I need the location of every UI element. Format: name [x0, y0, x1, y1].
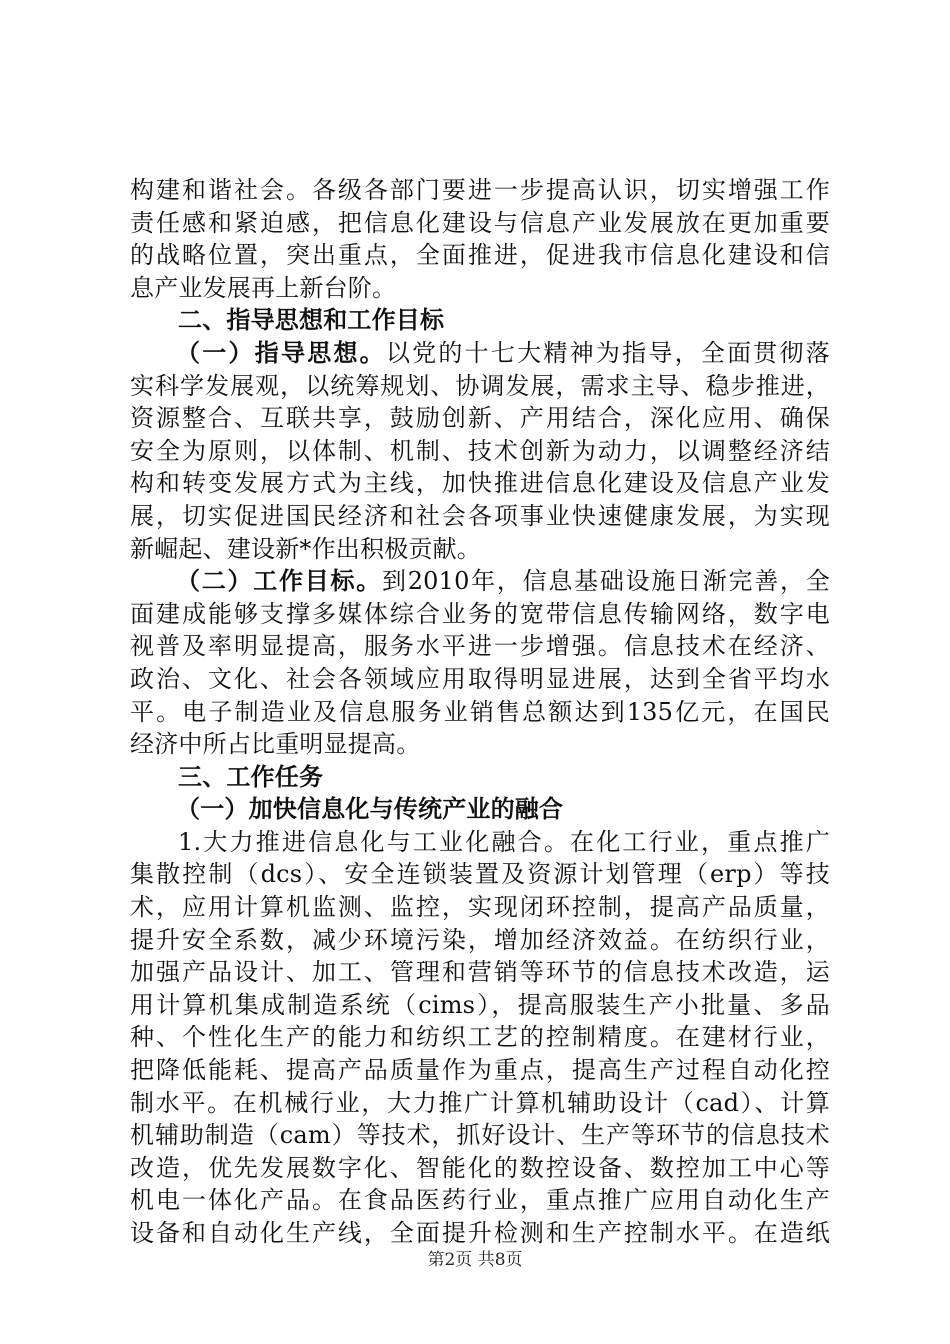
line-text: 经济中所占比重明显提高。: [130, 730, 421, 759]
body-text-line: [130, 467, 830, 500]
line-text: 设备和自动化生产线，全面提升检测和生产控制水平。在造纸: [130, 1219, 830, 1247]
line-text: 息产业发展再上新台阶。: [130, 273, 397, 302]
body-text-line: [130, 533, 830, 566]
body-text-line: [130, 1054, 830, 1087]
line-text: 构和转变发展方式为主线，加快推进信息化建设及信息产业发: [130, 469, 830, 498]
line-text: 展，切实促进国民经济和社会各项事业快速健康发展，为实现: [130, 501, 830, 530]
body-text-line: [130, 500, 830, 533]
body-text-line: [130, 1087, 830, 1120]
body-text-line: [130, 663, 830, 696]
body-text-line: [130, 239, 830, 272]
line-text: 集散控制（dcs）、安全连锁装置及资源计划管理（erp）等技: [130, 860, 830, 889]
body-text-line: [130, 630, 830, 663]
heading-text: 三、工作任务: [178, 762, 324, 791]
body-text-line: [130, 924, 830, 957]
line-text: 视普及率明显提高，服务水平进一步增强。信息技术在经济、: [130, 632, 830, 661]
line-text: 提升安全系数，减少环境污染，增加经济效益。在纺织行业，: [130, 925, 830, 954]
line-text: 面建成能够支撑多媒体综合业务的宽带信息传输网络，数字电: [130, 599, 830, 628]
line-text: 机电一体化产品。在食品医药行业，重点推广应用自动化生产: [130, 1186, 830, 1215]
body-text-line: [130, 989, 830, 1022]
numbered-item-line: [130, 826, 830, 859]
line-text: 实科学发展观，以统筹规划、协调发展，需求主导、稳步推进，: [130, 371, 830, 400]
line-text: 到2010年，信息基础设施日渐完善，全: [381, 567, 830, 596]
paragraph-lead-line: [130, 565, 830, 598]
line-text: 术，应用计算机监测、监控，实现闭环控制，提高产品质量，: [130, 893, 830, 922]
heading-text: （一）加快信息化与传统产业的融合: [176, 795, 564, 824]
line-text: 资源整合、互联共享，鼓励创新、产用结合，深化应用、确保: [130, 404, 830, 433]
body-text-line: [130, 728, 830, 761]
line-text: 加强产品设计、加工、管理和营销等环节的信息技术改造，运: [130, 958, 830, 987]
section-heading: [130, 761, 830, 794]
body-text-line: [130, 402, 830, 435]
line-text: 新崛起、建设新*作出积极贡献。: [130, 534, 481, 563]
body-text-line: [130, 174, 830, 207]
line-text: 平。电子制造业及信息服务业销售总额达到135亿元，在国民: [130, 697, 830, 726]
line-text: 种、个性化生产的能力和纺织工艺的控制精度。在建材行业，: [130, 1023, 830, 1052]
line-text: 机辅助制造（cam）等技术，抓好设计、生产等环节的信息技术: [130, 1121, 830, 1150]
body-text-line: [130, 207, 830, 240]
heading-text: 二、指导思想和工作目标: [178, 306, 445, 335]
body-text-line: [130, 272, 830, 305]
body-text-line: [130, 696, 830, 729]
line-text: 的战略位置，突出重点，全面推进，促进我市信息化建设和信: [130, 241, 830, 270]
line-text: 用计算机集成制造系统（cims），提高服装生产小批量、多品: [130, 990, 830, 1019]
document-body: [130, 174, 830, 1250]
subsection-heading: [130, 793, 830, 826]
paragraph-lead-line: [130, 337, 830, 370]
body-text-line: [130, 1152, 830, 1185]
section-heading: [130, 304, 830, 337]
body-text-line: [130, 858, 830, 891]
body-text-line: [130, 891, 830, 924]
body-text-line: [130, 598, 830, 631]
body-text-line: [130, 1119, 830, 1152]
paragraph-lead-title: （一）指导思想。: [176, 338, 386, 367]
line-text: 以党的十七大精神为指导，全面贯彻落: [385, 338, 830, 367]
body-text-line: [130, 370, 830, 403]
line-text: 1.大力推进信息化与工业化融合。在化工行业，重点推广: [178, 827, 830, 856]
body-text-line: [130, 956, 830, 989]
paragraph-lead-title: （二）工作目标。: [176, 567, 382, 596]
line-text: 责任感和紧迫感，把信息化建设与信息产业发展放在更加重要: [130, 208, 830, 237]
line-text: 改造，优先发展数字化、智能化的数控设备、数控加工中心等: [130, 1153, 830, 1182]
body-text-line: [130, 1184, 830, 1217]
page-footer: 第2页 共8页: [427, 1250, 523, 1270]
body-text-line: [130, 435, 830, 468]
line-text: 安全为原则，以体制、机制、技术创新为动力，以调整经济结: [130, 436, 830, 465]
line-text: 构建和谐社会。各级各部门要进一步提高认识，切实增强工作: [130, 176, 830, 204]
line-text: 把降低能耗、提高产品质量作为重点，提高生产过程自动化控: [130, 1056, 830, 1085]
line-text: 制水平。在机械行业，大力推广计算机辅助设计（cad）、计算: [130, 1088, 830, 1117]
line-text: 政治、文化、社会各领域应用取得明显进展，达到全省平均水: [130, 664, 830, 693]
body-text-line: [130, 1021, 830, 1054]
